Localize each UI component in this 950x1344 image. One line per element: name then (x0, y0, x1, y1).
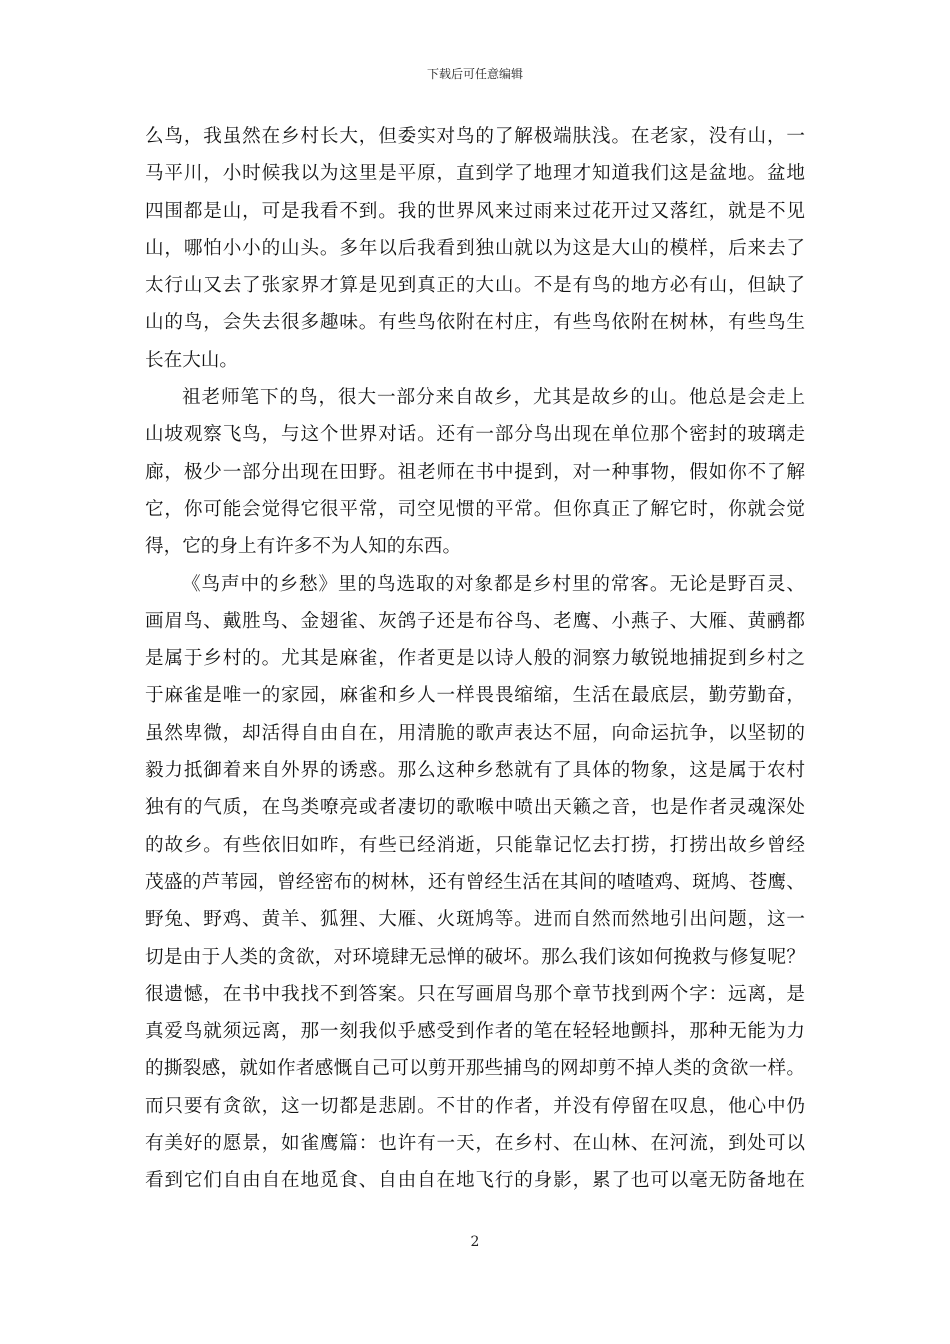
text-line: 于麻雀是唯一的家园，麻雀和乡人一样畏畏缩缩，生活在最底层，勤劳勤奋， (145, 685, 805, 707)
text-line: 山，哪怕小小的山头。多年以后我看到独山就以为这是大山的模样，后来去了 (145, 237, 805, 259)
page-header: 下载后可任意编辑 (426, 67, 523, 81)
text-line: 山坡观察飞鸟，与这个世界对话。还有一部分鸟出现在单位那个密封的玻璃走 (145, 424, 805, 446)
text-line: 茂盛的芦苇园，曾经密布的树林，还有曾经生活在其间的喳喳鸡、斑鸠、苍鹰、 (145, 871, 805, 893)
paragraph-2 (145, 379, 805, 565)
text-line: 的故乡。有些依旧如昨，有些已经消逝，只能靠记忆去打捞，打捞出故乡曾经 (145, 834, 805, 856)
text-line: 长在大山。 (145, 349, 238, 371)
text-line: 得，它的身上有许多不为人知的东西。 (145, 536, 462, 558)
text-line: 四围都是山，可是我看不到。我的世界风来过雨来过花开过又落红，就是不见 (145, 200, 805, 222)
text-line: 山的鸟，会失去很多趣味。有些鸟依附在村庄，有些鸟依附在树林，有些鸟生 (145, 312, 805, 334)
text-line: 真爱鸟就须远离，那一刻我似乎感受到作者的笔在轻轻地颤抖，那种无能为力 (145, 1021, 805, 1043)
text-line: 廊，极少一部分出现在田野。祖老师在书中提到，对一种事物，假如你不了解 (145, 461, 805, 483)
text-line: 虽然卑微，却活得自由自在，用清脆的歌声表达不屈，向命运抗争，以坚韧的 (145, 722, 805, 744)
text-line: 是属于乡村的。尤其是麻雀，作者更是以诗人般的洞察力敏锐地捕捉到乡村之 (145, 648, 805, 670)
text-line: 有美好的愿景，如雀鹰篇：也许有一天，在乡村、在山林、在河流，到处可以 (145, 1133, 805, 1155)
text-line: 太行山又去了张家界才算是见到真正的大山。不是有鸟的地方必有山，但缺了 (145, 275, 805, 297)
text-line: 《鸟声中的乡愁》里的鸟选取的对象都是乡村里的常客。无论是野百灵、 (182, 573, 805, 595)
text-line: 看到它们自由自在地觅食、自由自在地飞行的身影，累了也可以毫无防备地在 (145, 1170, 805, 1192)
text-line: 而只要有贪欲，这一切都是悲剧。不甘的作者，并没有停留在叹息，他心中仍 (145, 1095, 805, 1117)
text-line: 的撕裂感，就如作者感慨自己可以剪开那些捕鸟的网却剪不掉人类的贪欲一样。 (145, 1058, 805, 1080)
text-line: 切是由于人类的贪欲，对环境肆无忌惮的破坏。那么我们该如何挽救与修复呢？ (145, 946, 805, 968)
paragraph-3 (145, 566, 805, 1200)
text-line: 它，你可能会觉得它很平常，司空见惯的平常。但你真正了解它时，你就会觉 (145, 498, 805, 520)
text-line: 毅力抵御着来自外界的诱惑。那么这种乡愁就有了具体的物象，这是属于农村 (145, 760, 805, 782)
text-line: 马平川，小时候我以为这里是平原，直到学了地理才知道我们这是盆地。盆地 (145, 163, 805, 185)
text-line: 独有的气质，在鸟类嘹亮或者凄切的歌喉中喷出天籁之音，也是作者灵魂深处 (145, 797, 805, 819)
text-line: 野兔、野鸡、黄羊、狐狸、大雁、火斑鸠等。进而自然而然地引出问题，这一 (145, 909, 805, 931)
text-line: 画眉鸟、戴胜鸟、金翅雀、灰鸽子还是布谷鸟、老鹰、小燕子、大雁、黄鹂都 (145, 610, 805, 632)
document-body (145, 118, 805, 1200)
text-line: 很遗憾，在书中我找不到答案。只在写画眉鸟那个章节找到两个字：远离，是 (145, 983, 805, 1005)
text-line: 么鸟，我虽然在乡村长大，但委实对鸟的了解极端肤浅。在老家，没有山，一 (145, 126, 805, 147)
text-line: 祖老师笔下的鸟，很大一部分来自故乡，尤其是故乡的山。他总是会走上 (182, 387, 805, 409)
paragraph-1 (145, 118, 805, 379)
page-number: 2 (470, 1234, 480, 1250)
